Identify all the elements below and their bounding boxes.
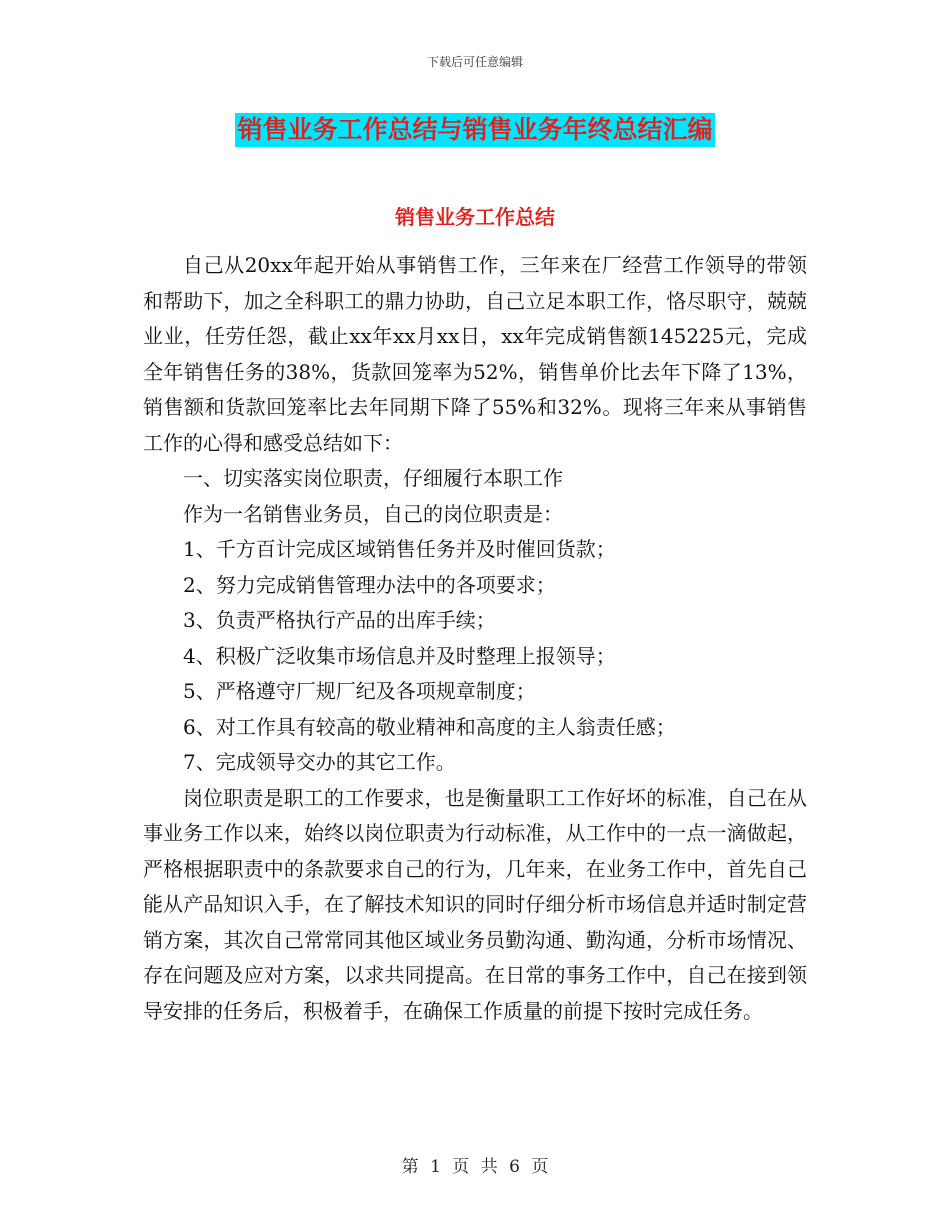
duty-item: 6、对工作具有较高的敬业精神和高度的主人翁责任感； — [183, 714, 676, 739]
duty-item: 3、负责严格执行产品的出库手续； — [183, 608, 496, 632]
document-body — [143, 248, 807, 1029]
duties-intro: 作为一名销售业务员，自己的岗位职责是： — [183, 501, 563, 526]
duty-item: 1、千方百计完成区域销售任务并及时催回货款； — [183, 537, 616, 561]
body-paragraph-2: 岗位职责是职工的工作要求，也是衡量职工工作好坏的标准，自己在从事业务工作以来，始终以岗位职责为行动标准，从工作中的一点一滴做起，严格根据职责中的条款要求自己的行为，几年来，在业务工作中，首先自己能从产品知识入手，在了解技术知识的同时仔细分析市场信息并适时制定营销方案，其次自己常常同其他区域业务员勤沟通、勤沟通，分析市场情况、存在问题及应对方案，以求共同提高。在日常的事务工作中，自己在接到领导安排的任务后，积极着手，在确保工作质量的前提下按时完成任务。 — [143, 785, 807, 1023]
duty-item: 4、积极广泛收集市场信息并及时整理上报领导； — [183, 643, 616, 668]
heading-1: 一、切实落实岗位职责，仔细履行本职工作 — [183, 466, 563, 490]
duty-item: 7、完成领导交办的其它工作。 — [183, 750, 456, 774]
duty-item: 5、严格遵守厂规厂纪及各项规章制度； — [183, 679, 536, 703]
duty-item: 2、努力完成销售管理办法中的各项要求； — [183, 572, 556, 597]
section-title: 销售业务工作总结 — [395, 205, 555, 229]
main-title-text: 销售业务工作总结与销售业务年终总结汇编 — [235, 113, 714, 147]
intro-paragraph: 自己从20xx年起开始从事销售工作，三年来在厂经营工作领导的带领和帮助下，加之全科职工的鼎力协助，自己立足本职工作，恪尽职守，兢兢业业，任劳任怨，截止xx年xx月xx日，xx年完成销售额145225元，完成全年销售任务的38%，货款回笼率为52%，销售单价比去年下降了13%，销售额和货款回笼率比去年同期下降了55%和32%。现将三年来从事销售工作的心得和感受总结如下： — [143, 253, 807, 455]
header-note: 下载后可任意编辑 — [426, 55, 523, 69]
document-main-title — [0, 113, 950, 147]
page-number-footer: 第 1 页 共 6 页 — [401, 1157, 549, 1177]
